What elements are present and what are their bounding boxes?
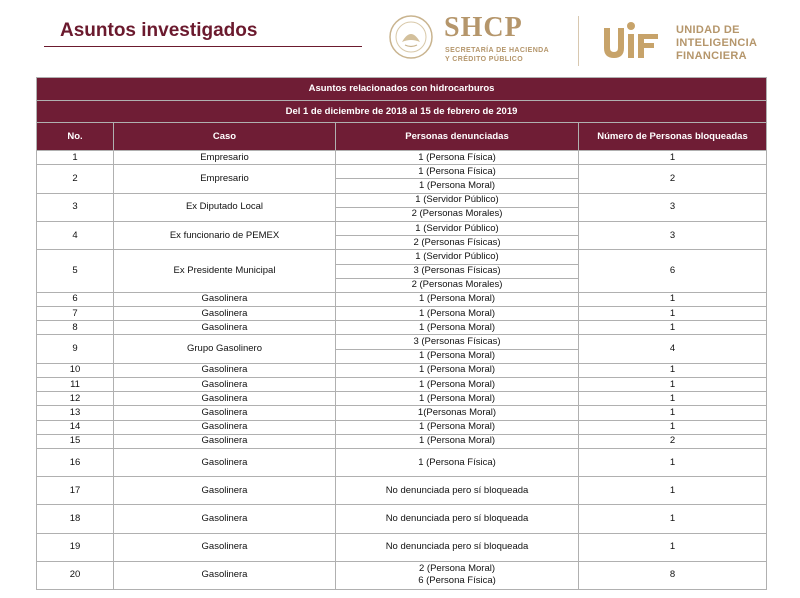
table-row [37,561,767,589]
cell-caso: Gasolinera [114,392,336,406]
table-row [37,420,767,434]
logo-divider [578,16,579,66]
cell-personas: 1 (Persona Moral) [336,434,579,448]
asuntos-table [36,77,767,590]
column-header-caso: Caso [114,123,336,151]
cell-bloqueadas: 1 [579,378,767,392]
cell-caso: Gasolinera [114,505,336,533]
cell-bloqueadas: 1 [579,151,767,165]
cell-no: 12 [37,392,114,406]
cell-no: 2 [37,165,114,193]
cell-caso: Ex Presidente Municipal [114,250,336,293]
table-body [37,151,767,590]
cell-personas [336,561,579,589]
cell-personas: 3 (Personas Físicas) [336,264,579,278]
cell-caso: Empresario [114,165,336,193]
cell-bloqueadas: 3 [579,193,767,221]
cell-personas: 1 (Persona Física) [336,165,579,179]
table-row [37,221,767,235]
cell-personas: No denunciada pero sí bloqueada [336,533,579,561]
cell-no: 3 [37,193,114,221]
cell-personas: 1 (Persona Moral) [336,378,579,392]
table-row [37,165,767,179]
column-header-no: No. [37,123,114,151]
table-row [37,434,767,448]
cell-no: 14 [37,420,114,434]
table-row [37,335,767,349]
cell-bloqueadas: 8 [579,561,767,589]
table-row [37,392,767,406]
cell-bloqueadas: 2 [579,165,767,193]
cell-bloqueadas: 1 [579,420,767,434]
cell-no: 11 [37,378,114,392]
cell-bloqueadas: 1 [579,292,767,306]
table-row [37,307,767,321]
cell-caso: Empresario [114,151,336,165]
cell-personas: 1 (Servidor Público) [336,250,579,264]
cell-no: 5 [37,250,114,293]
cell-personas: 1 (Persona Moral) [336,363,579,377]
cell-caso: Ex funcionario de PEMEX [114,221,336,249]
shcp-sub-line: SECRETARÍA DE HACIENDA [445,47,550,54]
cell-bloqueadas: 1 [579,392,767,406]
column-header-bloqueadas: Número de Personas bloqueadas [579,123,767,151]
cell-personas: 1 (Persona Moral) [336,321,579,335]
cell-personas: 1 (Persona Moral) [336,179,579,193]
cell-personas: 1 (Servidor Público) [336,221,579,235]
cell-caso: Gasolinera [114,292,336,306]
cell-bloqueadas: 1 [579,406,767,420]
table-row [37,533,767,561]
table-row [37,406,767,420]
cell-bloqueadas: 1 [579,363,767,377]
page-title: Asuntos investigados [60,20,258,41]
cell-no: 6 [37,292,114,306]
cell-caso: Gasolinera [114,420,336,434]
uif-logo-icon [600,18,664,62]
cell-bloqueadas: 2 [579,434,767,448]
cell-caso: Gasolinera [114,434,336,448]
cell-bloqueadas: 1 [579,477,767,505]
persona-line: 6 (Persona Física) [418,575,496,587]
cell-caso: Gasolinera [114,363,336,377]
table-row [37,321,767,335]
cell-bloqueadas: 1 [579,307,767,321]
cell-no: 7 [37,307,114,321]
cell-no: 13 [37,406,114,420]
cell-no: 15 [37,434,114,448]
uif-logo-text [676,24,757,63]
uif-line: UNIDAD DE [676,24,740,36]
table-subtitle: Del 1 de diciembre de 2018 al 15 de febrero de 2019 [37,101,767,123]
cell-bloqueadas: 4 [579,335,767,363]
cell-no: 1 [37,151,114,165]
cell-personas: 3 (Personas Físicas) [336,335,579,349]
uif-line: INTELIGENCIA [676,37,758,49]
cell-bloqueadas: 1 [579,505,767,533]
cell-personas: 2 (Personas Morales) [336,207,579,221]
shcp-logo-subtitle [445,46,549,64]
table-row [37,193,767,207]
cell-caso: Gasolinera [114,561,336,589]
cell-caso: Gasolinera [114,533,336,561]
cell-caso: Gasolinera [114,307,336,321]
cell-bloqueadas: 1 [579,533,767,561]
cell-personas: 1(Personas Moral) [336,406,579,420]
cell-personas: 2 (Personas Morales) [336,278,579,292]
cell-caso: Ex Diputado Local [114,193,336,221]
cell-no: 19 [37,533,114,561]
table-row [37,151,767,165]
cell-personas: No denunciada pero sí bloqueada [336,477,579,505]
table-row [37,505,767,533]
cell-bloqueadas: 6 [579,250,767,293]
cell-no: 4 [37,221,114,249]
table-row [37,363,767,377]
cell-caso: Grupo Gasolinero [114,335,336,363]
table-row [37,378,767,392]
cell-personas: 1 (Persona Moral) [336,392,579,406]
cell-caso: Gasolinera [114,477,336,505]
cell-personas: No denunciada pero sí bloqueada [336,505,579,533]
persona-line: 2 (Persona Moral) [418,563,496,575]
table-row [37,292,767,306]
cell-caso: Gasolinera [114,378,336,392]
shcp-sub-line: Y CRÉDITO PÚBLICO [445,56,524,63]
cell-bloqueadas: 1 [579,448,767,476]
table-row [37,250,767,264]
cell-personas: 1 (Persona Moral) [336,307,579,321]
cell-personas: 1 (Persona Moral) [336,292,579,306]
column-header-personas: Personas denunciadas [336,123,579,151]
cell-personas: 1 (Persona Moral) [336,349,579,363]
cell-no: 9 [37,335,114,363]
cell-no: 10 [37,363,114,377]
table-row [37,477,767,505]
cell-bloqueadas: 3 [579,221,767,249]
cell-no: 17 [37,477,114,505]
cell-no: 16 [37,448,114,476]
cell-no: 8 [37,321,114,335]
mexico-seal-icon [388,14,434,60]
cell-caso: Gasolinera [114,448,336,476]
cell-no: 18 [37,505,114,533]
cell-bloqueadas: 1 [579,321,767,335]
table-title: Asuntos relacionados con hidrocarburos [37,78,767,101]
cell-caso: Gasolinera [114,321,336,335]
cell-personas: 2 (Personas Físicas) [336,236,579,250]
uif-line: FINANCIERA [676,50,747,62]
cell-caso: Gasolinera [114,406,336,420]
shcp-logo-text: SHCP [444,12,523,43]
cell-personas: 1 (Servidor Público) [336,193,579,207]
title-underline [44,46,362,47]
cell-personas: 1 (Persona Física) [336,448,579,476]
cell-no: 20 [37,561,114,589]
cell-personas: 1 (Persona Moral) [336,420,579,434]
table-row [37,448,767,476]
cell-personas: 1 (Persona Física) [336,151,579,165]
